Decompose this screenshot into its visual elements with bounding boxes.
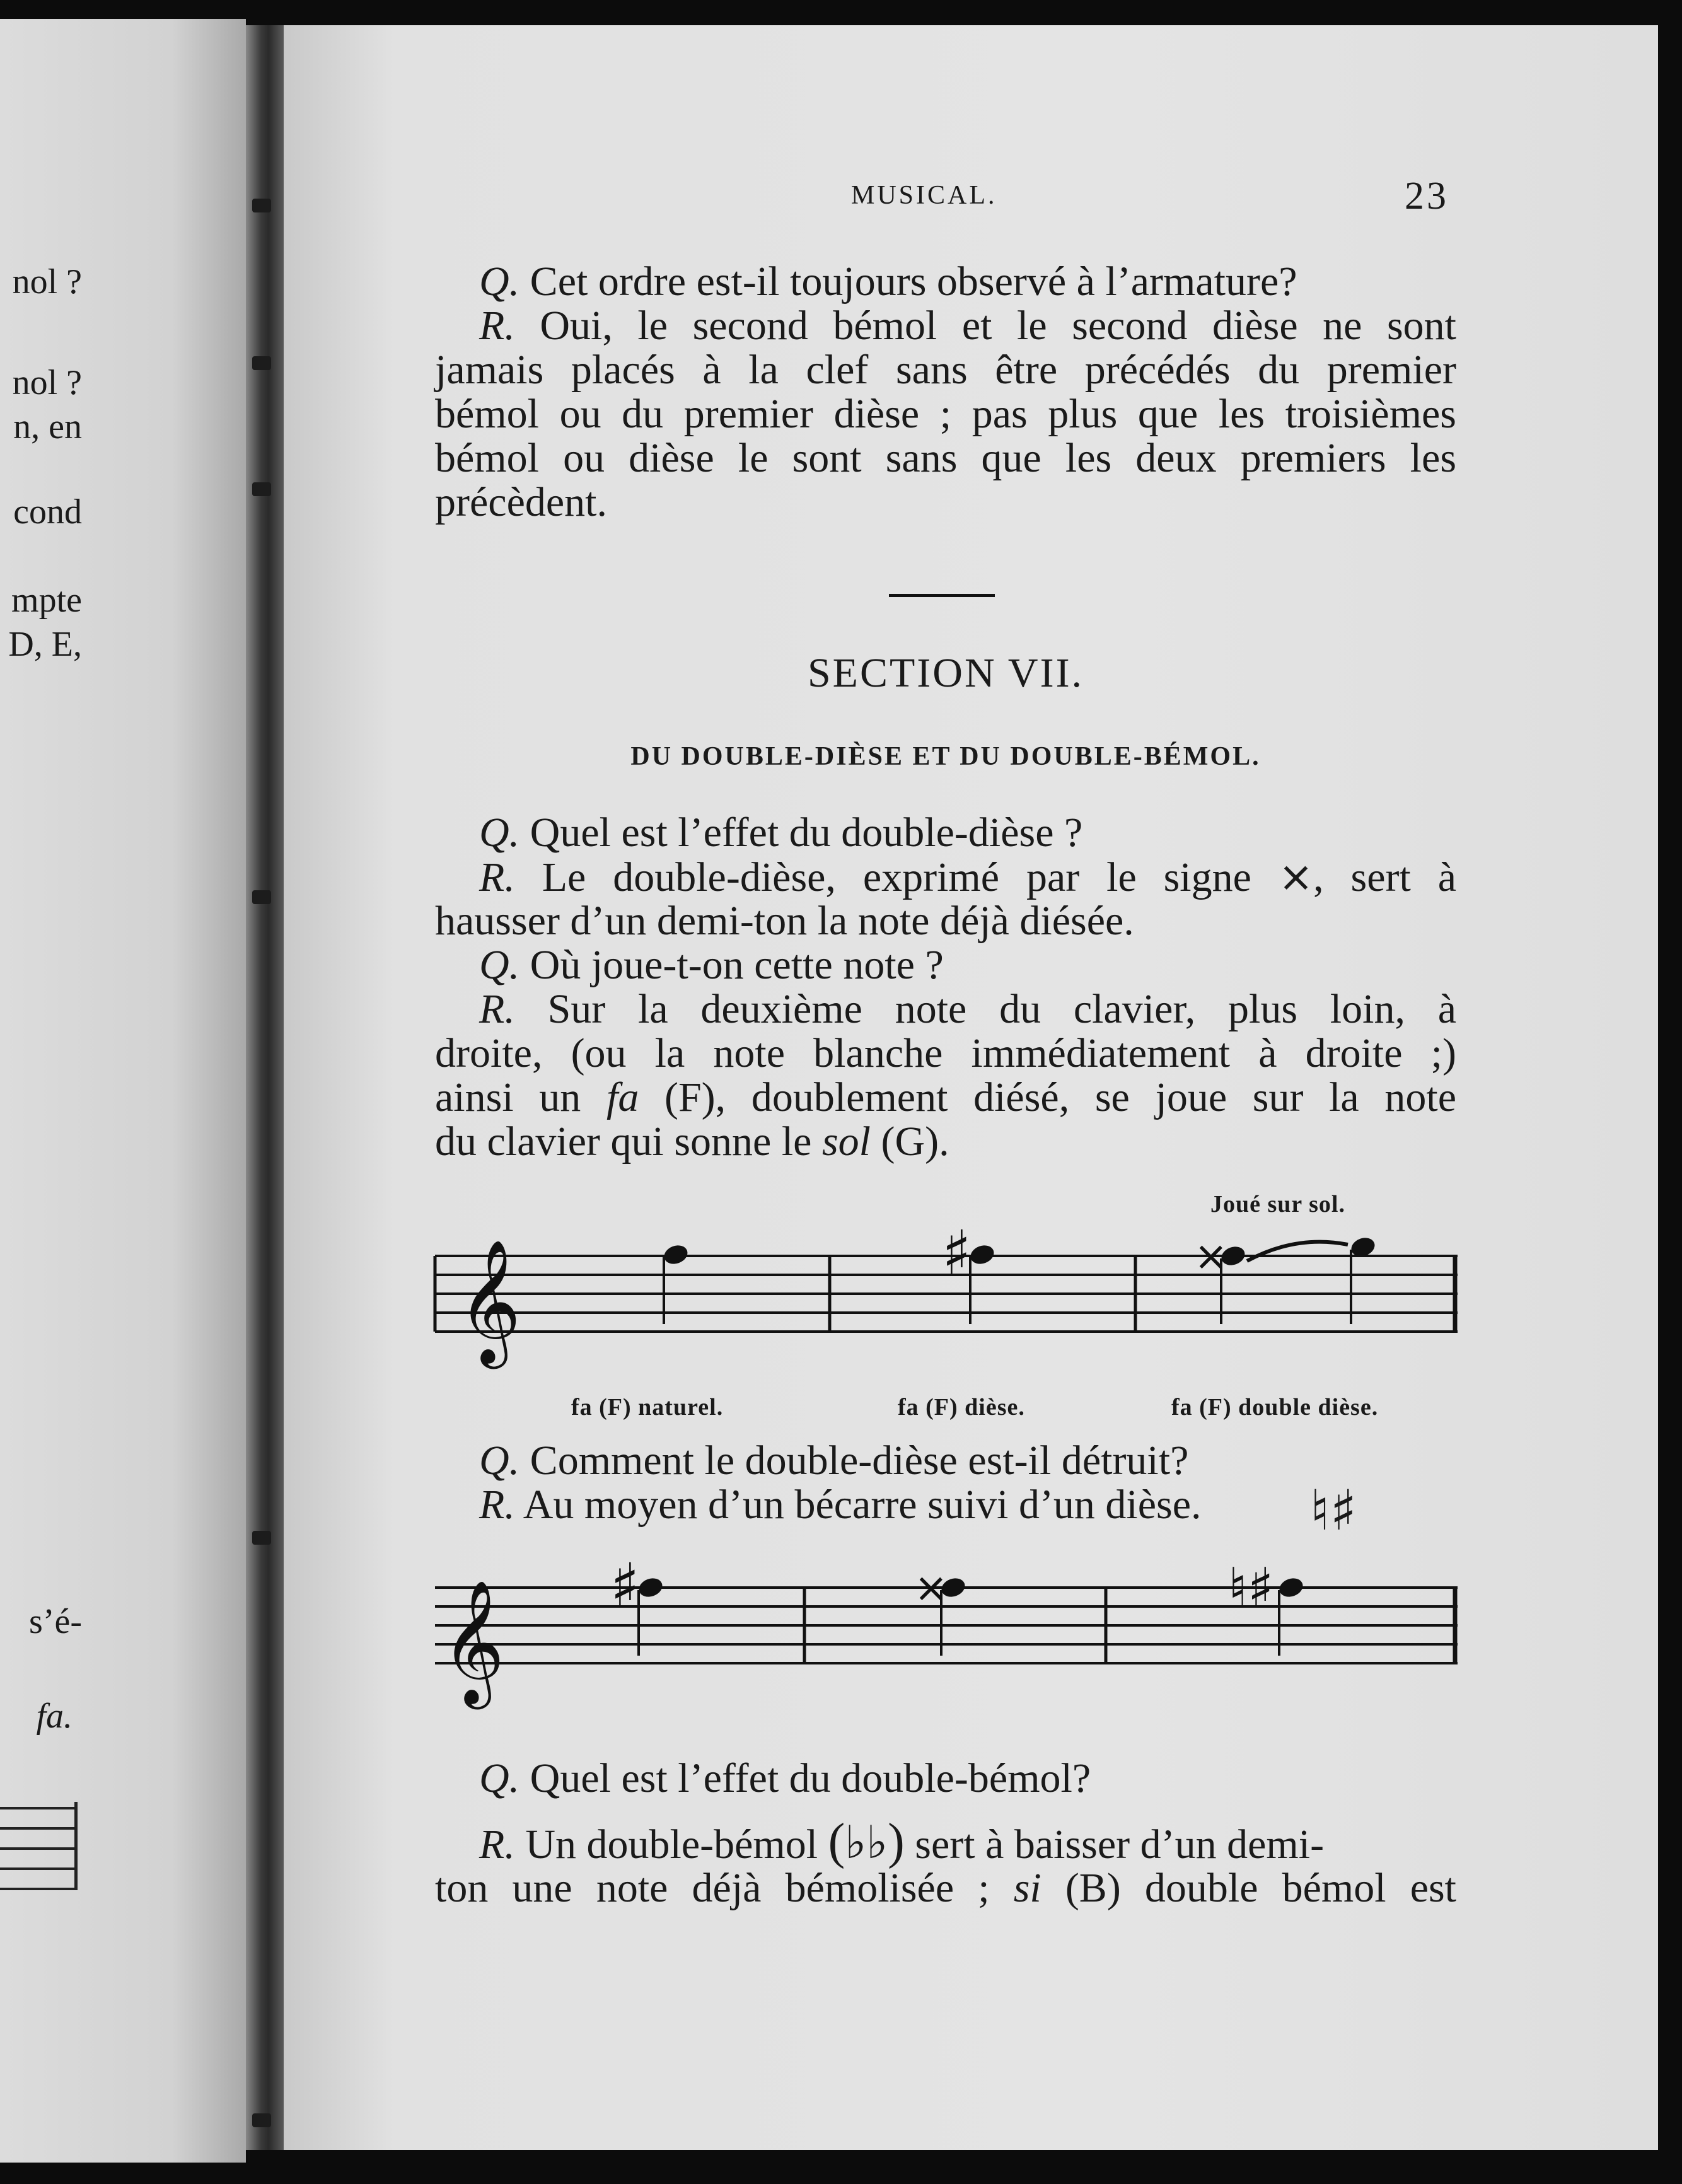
answer-text: du clavier qui sonne le [435, 1118, 812, 1165]
answer-text: ton une note déjà bémolisée ; [435, 1865, 990, 1911]
q-label: Q. [479, 942, 520, 988]
treble-clef: 𝄞 [441, 1579, 505, 1704]
staff-caption: fa (F) double dièse. [1171, 1394, 1379, 1420]
binding-stitch [252, 1531, 271, 1545]
answer-line [435, 852, 1456, 901]
binding-stitch [252, 482, 271, 496]
left-page-line: nol ? [12, 363, 82, 402]
left-page-line: fa. [36, 1697, 72, 1736]
section-subtitle: DU DOUBLE-DIÈSE ET DU DOUBLE-BÉMOL. [630, 742, 1261, 771]
double-sharp-sign: × [1194, 1233, 1228, 1280]
answer-line [435, 1120, 1456, 1164]
section-divider [889, 594, 995, 597]
question-text: Quel est l’effet du double-dièse ? [530, 810, 1083, 856]
previous-page-fragment [0, 19, 246, 2163]
question-text: Cet ordre est-il toujours observé à l’armature? [530, 258, 1297, 305]
q-label: Q. [479, 1755, 520, 1801]
answer-line: hausser d’un demi-ton la note déjà diésée. [435, 898, 1134, 944]
left-page-line: nol ? [12, 262, 82, 301]
left-page-line: n, en [13, 407, 82, 446]
r-label: R. [479, 854, 515, 900]
q-label: Q. [479, 1438, 520, 1484]
natural-sharp-sign: ♮♯ [1228, 1557, 1274, 1620]
left-page-line: D, E, [8, 625, 82, 664]
r-label: R. [479, 1821, 515, 1867]
question-text: Comment le double-dièse est-il détruit? [530, 1438, 1189, 1484]
question-text: Quel est l’effet du double-bémol? [530, 1755, 1091, 1801]
binding-stitch [252, 890, 271, 904]
answer-text: sert à baisser d’un demi- [915, 1821, 1325, 1867]
note-name-italic: si [1013, 1865, 1041, 1911]
answer-line: précèdent. [435, 479, 607, 525]
answer-text: Sur la deuxième note du clavier, plus loin, à [547, 986, 1457, 1032]
staff-caption: fa (F) naturel. [571, 1394, 724, 1420]
question-line [435, 260, 1456, 304]
question-line [435, 1757, 1456, 1801]
answer-line: bémol ou dièse le sont sans que les deux premiers les [435, 435, 1456, 481]
q-label: Q. [479, 810, 520, 856]
answer-text: Le double-dièse, exprimé par le signe [542, 854, 1251, 900]
note-name-italic: fa [606, 1074, 639, 1120]
left-page-line: cond [13, 492, 82, 531]
answer-line: bémol ou du premier dièse ; pas plus que les troisièmes [435, 391, 1456, 437]
answer-line [435, 304, 1456, 348]
answer-line [435, 987, 1456, 1031]
answer-text: Au moyen d’un bécarre suivi d’un dièse. [523, 1482, 1202, 1528]
answer-text: Oui, le second bémol et le second dièse ne sont [540, 303, 1457, 349]
r-label: R. [479, 1482, 515, 1528]
left-page-line: mpte [11, 581, 82, 620]
left-page-staff-fragment [0, 1802, 81, 1903]
answer-line: jamais placés à la clef sans être précédés du premier [435, 347, 1456, 393]
book-gutter [246, 25, 284, 2150]
binding-stitch [252, 199, 271, 212]
sharp-sign: ♯ [610, 1550, 640, 1621]
section-title: SECTION VII. [807, 650, 1084, 696]
binding-stitch [252, 356, 271, 370]
binding-stitch [252, 2113, 271, 2127]
page-number: 23 [1405, 175, 1449, 218]
staff-caption: fa (F) dièse. [898, 1394, 1025, 1420]
double-sharp-sign: × [1278, 852, 1314, 901]
answer-text: Un double-bémol [525, 1821, 818, 1867]
question-line [435, 811, 1456, 855]
question-line [435, 1439, 1456, 1483]
r-label: R. [479, 986, 515, 1032]
answer-text: , sert à [1313, 854, 1456, 900]
answer-line: droite, (ou la note blanche immédiatement à droite ;) [435, 1030, 1456, 1076]
question-text: Où joue-t-on cette note ? [530, 942, 944, 988]
music-staff-example-2 [432, 1550, 1466, 1704]
music-annotation: Joué sur sol. [1210, 1191, 1345, 1217]
answer-text: (F), doublement diésé, se joue sur la note [664, 1074, 1457, 1120]
paren: ( [828, 1814, 845, 1869]
answer-line [435, 1814, 1456, 1869]
sharp-sign: ♯ [942, 1217, 972, 1288]
double-sharp-sign: × [914, 1565, 948, 1612]
left-page-line: s’é- [29, 1602, 82, 1641]
answer-line [435, 1483, 1456, 1527]
treble-clef: 𝄞 [458, 1239, 521, 1364]
running-head: MUSICAL. [851, 181, 997, 210]
natural-sharp-sign: ♮♯ [1310, 1478, 1357, 1543]
q-label: Q. [479, 258, 520, 305]
double-flat-sign: ♭♭ [845, 1816, 888, 1869]
question-line [435, 943, 1456, 987]
paren: ) [888, 1814, 905, 1869]
r-label: R. [479, 303, 515, 349]
answer-line [435, 1866, 1456, 1910]
answer-text: ainsi un [435, 1074, 581, 1120]
answer-text: (G). [881, 1118, 949, 1165]
note-name-italic: sol [821, 1118, 871, 1165]
music-staff-example-1 [432, 1217, 1466, 1364]
answer-line [435, 1076, 1456, 1120]
answer-text: (B) double bémol est [1065, 1865, 1457, 1911]
